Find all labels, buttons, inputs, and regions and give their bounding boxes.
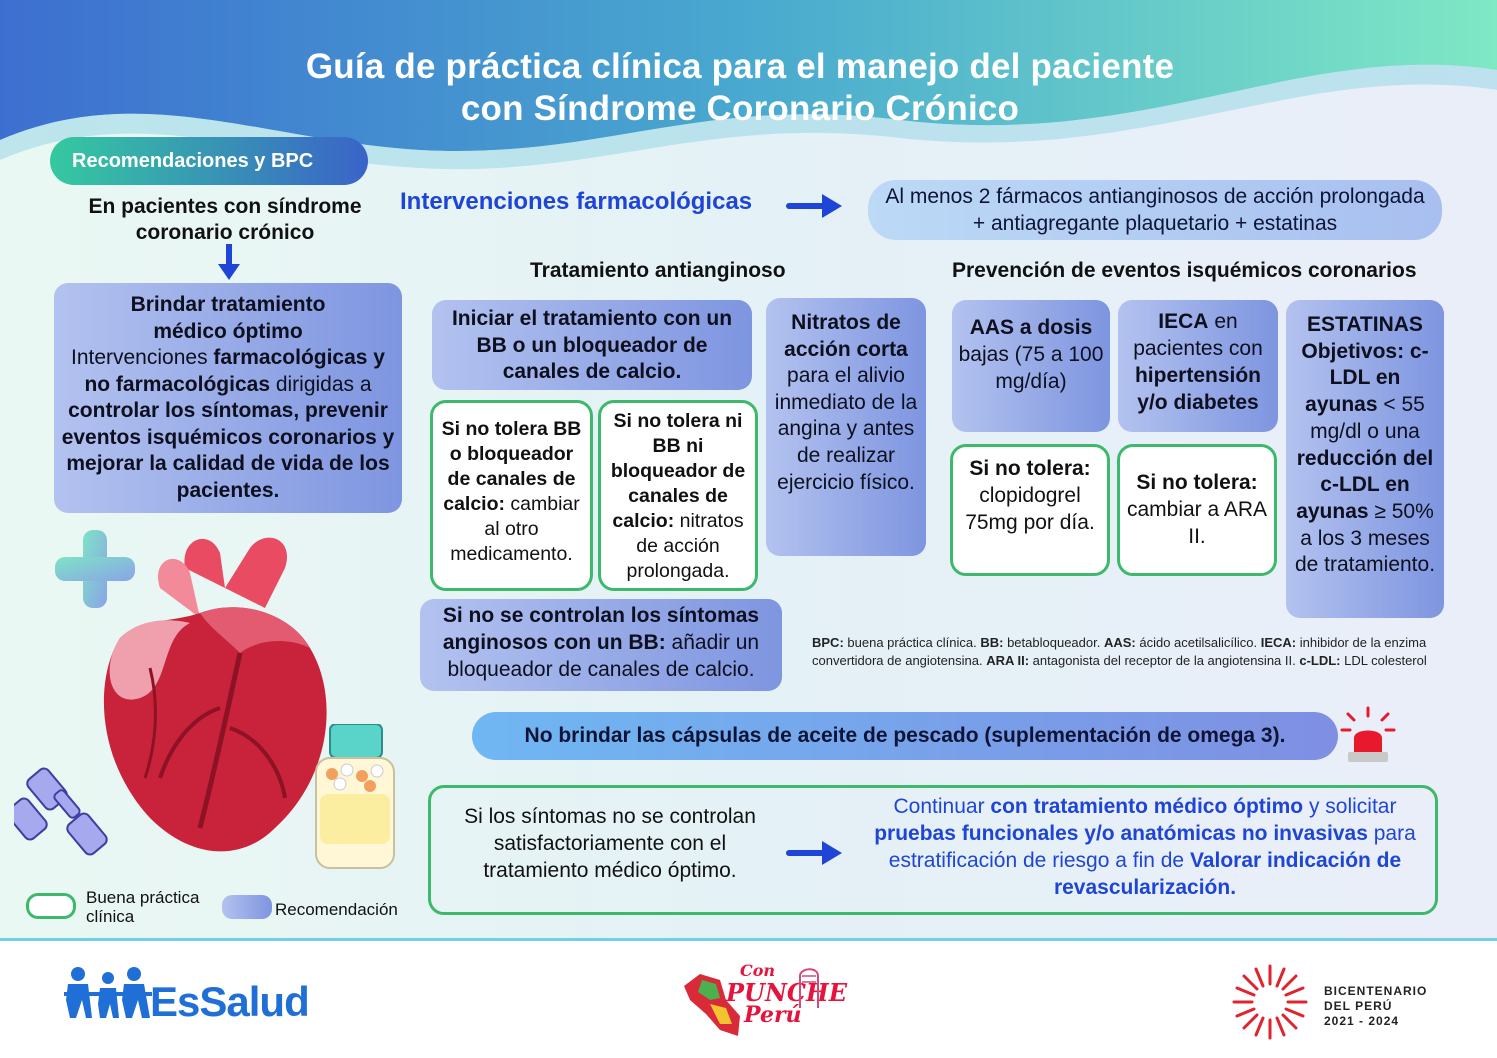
pharma-summary: Al menos 2 fármacos antianginosos de acción prolongada + antiagregante plaquetario + estatinas bbox=[868, 180, 1442, 240]
aas-box: AAS a dosis bajas (75 a 100 mg/día) bbox=[952, 300, 1110, 432]
heart-illustration bbox=[90, 528, 340, 868]
essalud-logo-text: EsSalud bbox=[150, 978, 309, 1025]
page-title: Guía de práctica clínica para el manejo del paciente con Síndrome Coronario Crónico bbox=[305, 47, 1175, 128]
legend-bpc-label: Buena práctica clínica bbox=[86, 888, 200, 926]
ieca-box: IECA en pacientes con hipertensión y/o diabetes bbox=[1118, 300, 1278, 432]
glossary: BPC: buena práctica clínica. BB: betabloqueador. AAS: ácido acetilsalicílico. IECA: inhibidor de la enzima convertidora de angiotensina. ARA II: antagonista del receptor de la angiotensina II. c-LDL: LDL colesterol bbox=[812, 635, 1427, 668]
pharma-heading: Intervenciones farmacológicas bbox=[400, 188, 753, 215]
ieca-alternative-box: Si no tolera: cambiar a ARA II. bbox=[1117, 444, 1277, 576]
punche-logo-text: Con PUNCHE Perú bbox=[726, 961, 847, 1028]
uncontrolled-box: Si no se controlan los síntomas anginosos con un BB: añadir un bloqueador de canales de calcio. bbox=[420, 599, 782, 691]
optimal-treatment-box: Brindar tratamiento médico óptimo Intervenciones farmacológicas y no farmacológicas dirigidas a controlar los síntomas, prevenir eventos isquémicos coronarios y mejorar la calidad de vida de los pacientes. bbox=[54, 283, 402, 513]
arrow-down-icon bbox=[218, 244, 240, 282]
aas-alternative-box: Si no tolera: clopidogrel 75mg por día. bbox=[950, 444, 1110, 576]
pill-bottle-icon bbox=[312, 724, 398, 870]
no-both-box: Si no tolera ni BB ni bloqueador de canales de calcio: nitratos de acción prolongada. bbox=[598, 400, 758, 591]
antianginoso-heading: Tratamiento antianginoso bbox=[530, 259, 786, 282]
nitratos-box: Nitratos de acción corta para el alivio inmediato de la angina y antes de realizar ejercicio físico. bbox=[766, 298, 926, 556]
intro-text: En pacientes con síndrome coronario crónico bbox=[88, 195, 362, 244]
legend-rec-label: Recomendación bbox=[275, 900, 398, 919]
no-bb-box: Si no tolera BB o bloqueador de canales de calcio: cambiar al otro medicamento. bbox=[430, 400, 593, 591]
legend-rec-swatch bbox=[222, 895, 272, 919]
prevencion-heading: Prevención de eventos isquémicos coronarios bbox=[952, 259, 1417, 282]
essalud-family-logo-icon bbox=[64, 964, 152, 1020]
omega3-warning: No brindar las cápsulas de aceite de pescado (suplementación de omega 3). bbox=[472, 712, 1338, 760]
dumbbell-icon bbox=[14, 760, 124, 870]
arrow-right-icon bbox=[786, 194, 842, 218]
escalation-action: Continuar con tratamiento médico óptimo y solicitar pruebas funcionales y/o anatómicas no invasivas para estratificación de riesgo a fin de Valorar indicación de revascularización. bbox=[874, 795, 1416, 899]
bicentenario-logo-icon bbox=[1230, 962, 1310, 1042]
section-badge: Recomendaciones y BPC bbox=[50, 137, 368, 185]
bicentenario-logo-text: BICENTENARIO DEL PERÚ 2021 - 2024 bbox=[1324, 984, 1428, 1028]
start-treatment-box: Iniciar el tratamiento con un BB o un bloqueador de canales de calcio. bbox=[432, 300, 752, 390]
fist-icon bbox=[796, 962, 822, 1010]
estatinas-box: ESTATINAS Objetivos: c-LDL en ayunas < 55 mg/dl o una reducción del c-LDL en ayunas ≥ 50% a los 3 meses de tratamiento. bbox=[1286, 300, 1444, 618]
escalation-condition: Si los síntomas no se controlan satisfactoriamente con el tratamiento médico óptimo. bbox=[464, 805, 756, 882]
arrow-right-icon bbox=[786, 841, 842, 865]
legend-bpc-swatch bbox=[26, 893, 76, 919]
alarm-light-icon bbox=[1340, 706, 1396, 764]
